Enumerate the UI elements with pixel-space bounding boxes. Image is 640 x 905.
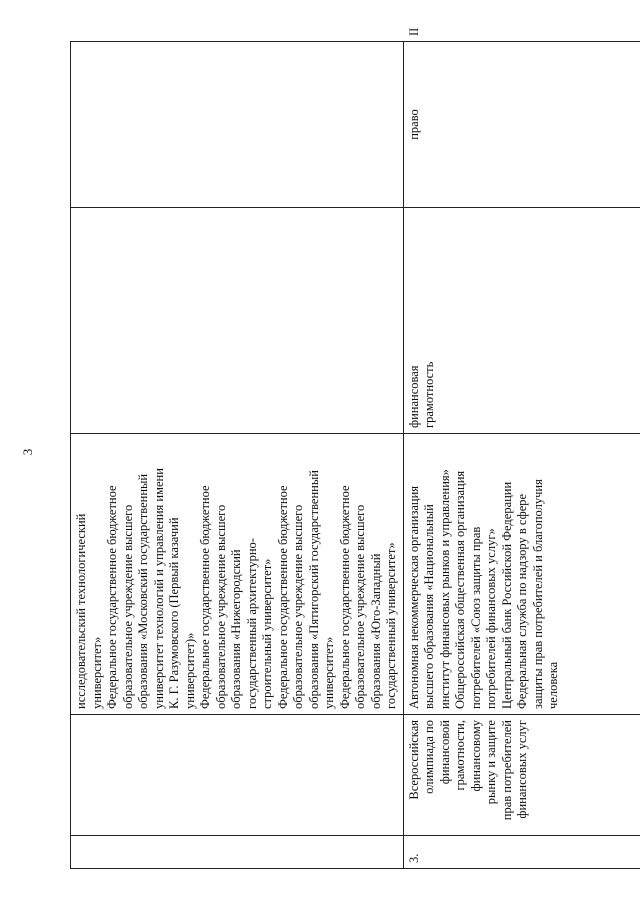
organizer-line: К. Г. Разумовского (Первый казачий [167,517,181,709]
organizer-line: образования «Пятигорский государственный [306,470,321,709]
organizers-cell [71,434,404,715]
olympiad-name-line: прав потребителей [499,720,514,821]
page-number: 3 [20,448,35,456]
profile-cell: право [403,42,640,208]
olympiad-table [70,27,640,869]
organizer-line: Центральный банк Российской Федерации [499,481,514,709]
row-number-cell [71,836,404,869]
organizer-line: образовательное учреждение высшего [120,504,135,709]
organizer-line: Федеральное государственное бюджетное [105,485,119,709]
organizer-line: образования «Юго-Западный [368,553,383,709]
olympiad-name-line: олимпиада по [422,720,436,794]
olympiad-name-line: грамотности, [453,720,467,791]
organizer-line: потребителей «Союз защиты прав [468,526,483,709]
olympiad-name [407,720,531,830]
organizer-line: образования «Нижегородский [229,549,243,709]
organizer-line: человека [546,661,560,709]
olympiad-name-line: финансовому [468,720,483,792]
organizers-list [74,439,400,709]
organizer-line: образовательное учреждение высшего [213,504,228,709]
organizer-line: Автономная некоммерческая организация [406,485,421,709]
organizer-line: Федеральное государственное бюджетное [275,485,290,709]
organizer-line: институт финансовых рынков и управления» [437,469,452,709]
subject-cell [71,208,404,434]
olympiad-name-line: финансовой [437,720,452,785]
organizer-line: образовательное учреждение высшего [353,504,367,709]
profile-cell [71,42,404,208]
row-number-cell: 3. [403,836,640,869]
organizer-line: образовательное учреждение высшего [291,504,305,709]
olympiad-name-line: Всероссийская [406,720,421,800]
subject-cell [403,208,640,434]
organizer-line: Федеральное государственное бюджетное [198,485,212,709]
organizer-line: высшего образования «Национальный [422,504,436,709]
olympiad-name-line: рынку и защите [484,720,498,805]
organizers-list [407,439,562,709]
subject-line: грамотность [422,361,436,428]
organizer-line: Федеральная служба по надзору в сфере [515,493,529,709]
olympiad-name-cell [403,715,640,836]
table-row: 3. Всероссийская олимпиада по финансовой грамотности, финансовому рынку и защите прав потребителей финансовых услуг Автономная некоммерческая организация высшего образования «Национальный институт финансовых рынков и управления» Общероссийская общественная организация потребителей «Союз защиты прав потребителей финансовых услуг» Центральный банк Российской Федерации Федеральная служба по надзору в сфере защиты прав потребителей и благополучия человека финансовая грамотность право II [403,42,640,869]
organizer-line: образования «Московский государственный [136,473,150,709]
organizer-line: потребителей финансовых услуг» [484,528,498,709]
organizer-line: строительный университет» [260,558,274,709]
organizer-line: Федеральное государственное бюджетное [337,485,352,709]
subject-line: финансовая [406,365,421,428]
organizer-line: защиты прав потребителей и благополучия [530,479,545,709]
olympiad-name-line: финансовых услуг [515,720,529,819]
organizer-line: государственный университет» [384,542,398,709]
organizer-line: университет» [89,636,104,709]
organizer-line: университет» [322,636,336,709]
organizer-line: государственный архитектурно- [244,538,259,709]
table-row [71,42,404,869]
organizer-line: университет)» [182,632,197,709]
organizer-line: университет технологий и управления имени [151,468,166,709]
organizers-cell [403,434,640,715]
olympiad-name-cell [71,715,404,836]
organizer-line: Общероссийская общественная организация [453,470,467,709]
organizer-line: исследовательский технологический [74,513,88,709]
